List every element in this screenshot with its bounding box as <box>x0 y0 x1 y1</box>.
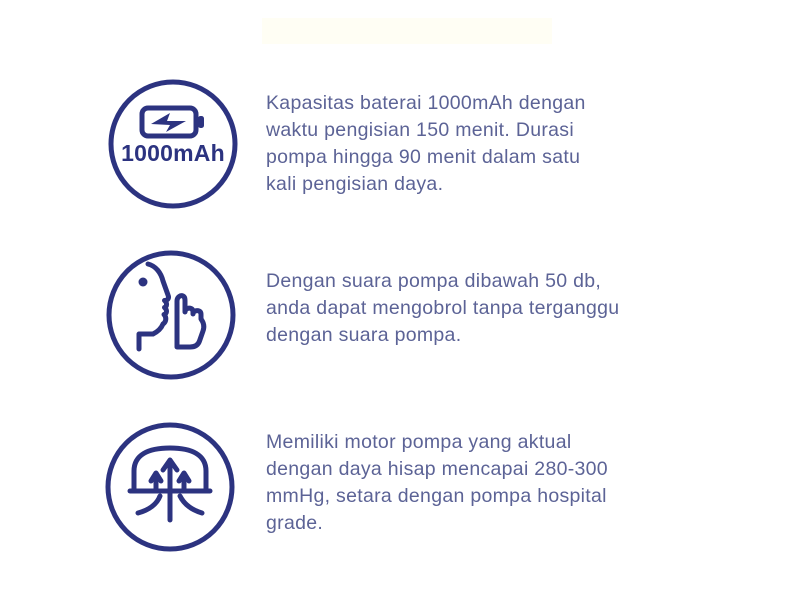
quiet-mode-icon <box>106 250 236 380</box>
battery-capacity-label: 1000mAh <box>121 140 225 166</box>
text-line: dengan daya hisap mencapai 280-300 <box>266 458 608 480</box>
text-line: Memiliki motor pompa yang aktual <box>266 431 572 453</box>
battery-capacity-icon <box>108 79 238 209</box>
feature-text-suction <box>266 429 608 537</box>
text-line: Kapasitas baterai 1000mAh dengan <box>266 92 586 114</box>
text-line: anda dapat mengobrol tanpa terganggu <box>266 297 620 319</box>
faint-title-band <box>262 18 552 44</box>
suction-power-icon <box>105 422 235 552</box>
text-line: kali pengisian daya. <box>266 173 444 195</box>
pump-dome-icon <box>105 422 235 552</box>
text-line: pompa hingga 90 menit dalam satu <box>266 146 581 168</box>
feature-text-battery <box>266 90 586 198</box>
text-line: dengan suara pompa. <box>266 324 462 346</box>
text-line: grade. <box>266 512 324 534</box>
feature-text-quiet <box>266 268 619 349</box>
text-line: waktu pengisian 150 menit. Durasi <box>266 119 574 141</box>
shh-face-icon <box>106 250 236 380</box>
text-line: Dengan suara pompa dibawah 50 db, <box>266 270 602 292</box>
text-line: mmHg, setara dengan pompa hospital <box>266 485 607 507</box>
